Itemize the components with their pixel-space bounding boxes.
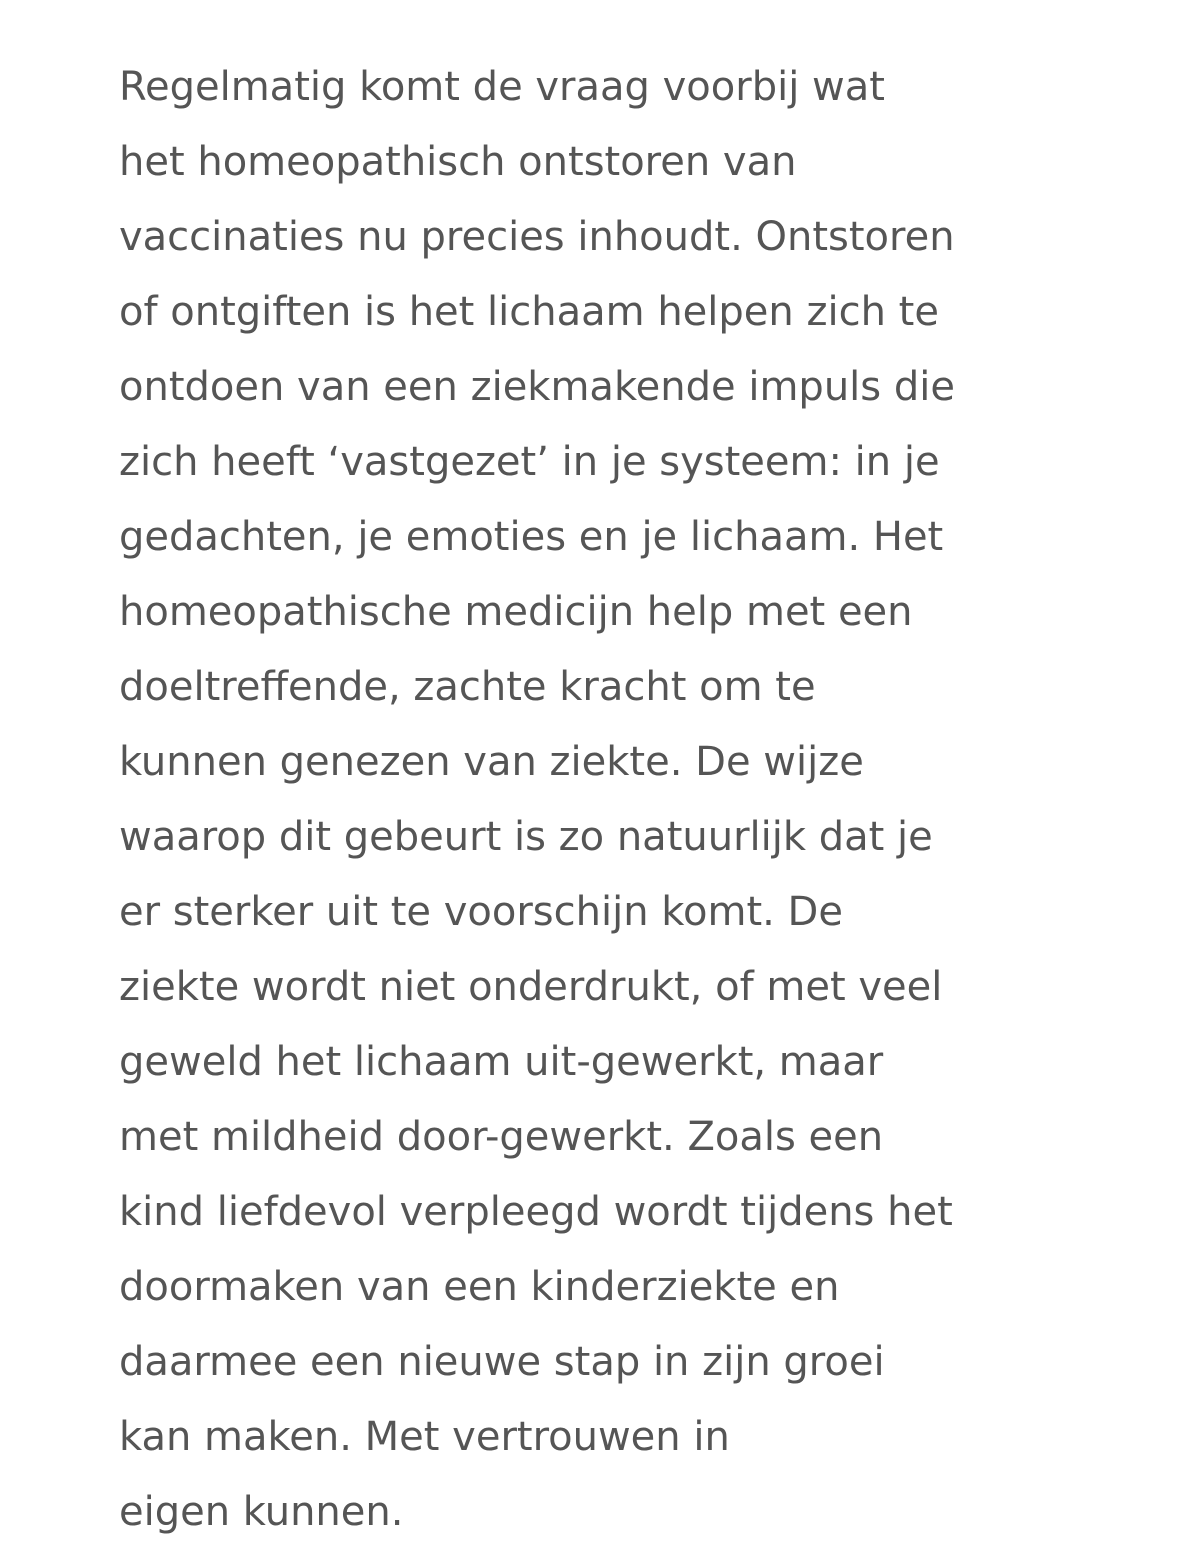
- paragraph-line: doormaken van een kinderziekte en: [119, 1264, 840, 1310]
- paragraph-line: ziekte wordt niet onderdrukt, of met veel: [119, 964, 943, 1010]
- article-paragraph: [119, 50, 1119, 1550]
- paragraph-line: er sterker uit te voorschijn komt. De: [119, 889, 843, 935]
- paragraph-line: daarmee een nieuwe stap in zijn groei: [119, 1339, 885, 1385]
- paragraph-line: of ontgiften is het lichaam helpen zich te: [119, 289, 939, 335]
- paragraph-line: waarop dit gebeurt is zo natuurlijk dat je: [119, 814, 933, 860]
- paragraph-line: eigen kunnen.: [119, 1489, 404, 1535]
- paragraph-line: kind liefdevol verpleegd wordt tijdens het: [119, 1189, 953, 1235]
- paragraph-line: Regelmatig komt de vraag voorbij wat: [119, 64, 885, 110]
- paragraph-line: doeltreffende, zachte kracht om te: [119, 664, 816, 710]
- paragraph-line: kunnen genezen van ziekte. De wijze: [119, 739, 864, 785]
- paragraph-line: met mildheid door-gewerkt. Zoals een: [119, 1114, 884, 1160]
- paragraph-line: homeopathische medicijn help met een: [119, 589, 913, 635]
- paragraph-line: geweld het lichaam uit-gewerkt, maar: [119, 1039, 884, 1085]
- paragraph-line: gedachten, je emoties en je lichaam. Het: [119, 514, 944, 560]
- paragraph-line: kan maken. Met vertrouwen in: [119, 1414, 730, 1460]
- paragraph-line: zich heeft ‘vastgezet’ in je systeem: in je: [119, 439, 940, 485]
- paragraph-line: vaccinaties nu precies inhoudt. Ontstoren: [119, 214, 955, 260]
- paragraph-line: ontdoen van een ziekmakende impuls die: [119, 364, 955, 410]
- paragraph-line: het homeopathisch ontstoren van: [119, 139, 797, 185]
